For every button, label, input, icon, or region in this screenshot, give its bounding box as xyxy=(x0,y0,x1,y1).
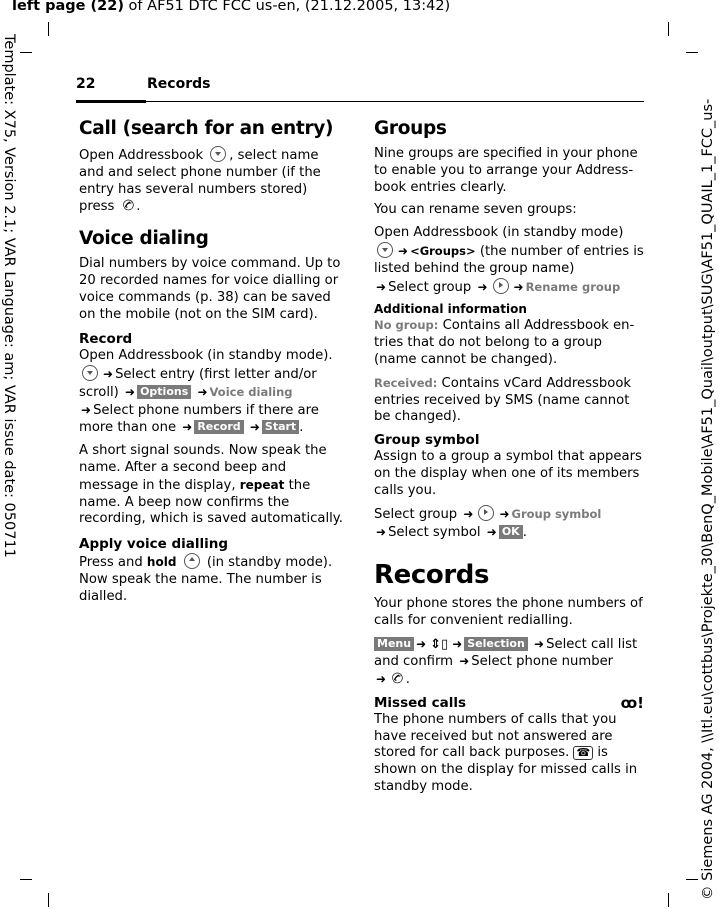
left-margin-text: Template: X75, Version 2.1; VAR Language: am; VAR issue date: 050711 xyxy=(1,34,17,558)
network-dependent-icon: ꝏ! xyxy=(620,693,644,712)
repeat-keyword: repeat xyxy=(239,477,285,492)
additional-info-heading: Additional information xyxy=(374,302,527,317)
symbol-step-1: Select group xyxy=(374,507,458,523)
symbol-step-2: Select symbol xyxy=(388,525,481,541)
groups-text-1: Nine groups are specified in your phone to enable you to arrange your Address-book entries clearly. xyxy=(374,146,638,195)
nav-right-icon xyxy=(493,278,509,294)
arrow-icon: ➜ xyxy=(103,366,114,381)
call-text-3: . xyxy=(136,199,141,215)
arrow-icon: ➜ xyxy=(376,279,387,294)
call-key-icon: ✆ xyxy=(119,196,136,216)
arrow-icon: ➜ xyxy=(534,636,545,651)
arrow-icon: ➜ xyxy=(197,384,208,399)
voice-heading: Voice dialing xyxy=(79,228,209,250)
missed-text-2: is shown on the display for missed calls in standby mode. xyxy=(374,745,638,794)
nav-down-icon xyxy=(377,242,393,258)
left-column xyxy=(79,118,346,611)
record-step-2: Select entry (first letter and/or scroll) xyxy=(79,366,317,400)
group-symbol-text: Assign to a group a symbol that appears on the display when one of its members calls you. xyxy=(374,448,642,498)
records-step-2: Select phone number xyxy=(471,654,614,670)
nav-up-icon xyxy=(184,553,200,569)
arrow-icon: ➜ xyxy=(416,636,427,651)
received-desc: Contains vCard Addressbook entries received by SMS (name cannot be changed). xyxy=(374,375,632,425)
arrow-icon: ➜ xyxy=(463,507,474,522)
arrow-icon: ➜ xyxy=(452,636,463,651)
crop-mark xyxy=(686,879,698,880)
call-text-2: , select name and and select phone number (if the entry has several numbers stored) press xyxy=(79,148,321,215)
voice-text: Dial numbers by voice command. Up to 20 recorded names for voice dialling or voice commands (p. 38) can be saved on the mobile (not on the SIM card). xyxy=(79,256,341,322)
file-info: of AF51 DTC FCC us-en, (21.12.2005, 13:42) xyxy=(123,0,451,14)
missed-calls-heading: Missed calls xyxy=(374,694,467,711)
page-number: 22 xyxy=(76,76,96,92)
header-bar xyxy=(76,100,146,103)
arrow-icon: ➜ xyxy=(513,279,524,294)
group-symbol-label: Group symbol xyxy=(511,507,602,522)
crop-mark xyxy=(686,52,698,53)
call-key-icon: ✆ xyxy=(388,669,406,689)
no-group-label: No group: xyxy=(374,318,439,333)
nav-down-icon xyxy=(82,365,98,381)
records-menu-icon: ⇕▯ xyxy=(430,636,449,652)
arrow-icon: ➜ xyxy=(486,525,497,540)
arrow-icon: ➜ xyxy=(125,384,136,399)
options-softkey: Options xyxy=(137,385,191,399)
crop-mark xyxy=(48,893,49,907)
right-margin-text: © Siemens AG 2004, \\Itl.eu\cottbus\Projekte_30\BenQ_Mobile\AF51_Quail\output\SUG\AF51_QUAIL_1_FCC_us- xyxy=(700,98,716,900)
crop-mark xyxy=(48,22,49,36)
record-step-1: Open Addressbook (in standby mode). xyxy=(79,348,333,364)
record-signal-1: A short signal sounds. Now speak the name. After a second beep and message in the display, xyxy=(79,443,327,493)
missed-calls-block xyxy=(374,695,644,712)
groups-step-3: Select group xyxy=(388,279,472,295)
records-steps: Menu ➜ ⇕▯ ➜ Selection ➜ Select call list and confirm ➜ Select phone number ➜ ✆. xyxy=(374,636,638,689)
page-ref: left page (22) xyxy=(12,0,124,14)
apply-text-2: (in standby mode). Now speak the name. The number is dialled. xyxy=(79,554,333,604)
arrow-icon: ➜ xyxy=(398,243,409,258)
section-title: Records xyxy=(147,76,211,92)
groups-step-2: (the number of entries is listed behind the group name) xyxy=(374,243,644,276)
file-info-line xyxy=(12,0,450,14)
crop-mark xyxy=(20,879,32,880)
group-symbol-heading: Group symbol xyxy=(374,432,480,449)
groups-text-2: You can rename seven groups: xyxy=(374,202,577,218)
record-steps: Open Addressbook (in standby mode). ➜ Select entry (first letter and/or scroll) ➜ Options ➜ Voice dialing ➜ Select phone numbers if there are more than one ➜ Record ➜ Start . xyxy=(79,348,333,436)
call-text xyxy=(79,146,346,216)
arrow-icon: ➜ xyxy=(376,525,387,540)
record-signal-2: the name. A beep now confirms the recording, which is saved automatically. xyxy=(79,477,343,527)
arrow-icon: ➜ xyxy=(249,420,260,435)
apply-heading: Apply voice dialling xyxy=(79,536,229,553)
arrow-icon: ➜ xyxy=(499,507,510,522)
records-heading: Records xyxy=(374,559,490,590)
missed-call-icon: ☎ xyxy=(573,746,593,760)
group-symbol-steps: Select group ➜ ➜ Group symbol ➜ Select symbol ➜ OK . xyxy=(374,507,602,541)
records-text-1: Your phone stores the phone numbers of calls for convenient redialling. xyxy=(374,595,643,628)
nav-right-icon xyxy=(478,505,494,521)
record-heading: Record xyxy=(79,331,133,348)
arrow-icon: ➜ xyxy=(81,402,92,417)
selection-softkey: Selection xyxy=(464,637,528,651)
groups-step-1: Open Addressbook (in standby mode) xyxy=(374,225,624,241)
voice-dialing-label: Voice dialing xyxy=(209,384,293,399)
ok-softkey: OK xyxy=(499,525,523,539)
arrow-icon: ➜ xyxy=(477,279,488,294)
received-text xyxy=(374,375,644,426)
received-label: Received: xyxy=(374,375,438,390)
records-step-1: Select call list and confirm xyxy=(374,636,638,670)
rename-group-label: Rename group xyxy=(525,279,621,294)
groups-heading: Groups xyxy=(374,118,447,139)
record-signal-text xyxy=(79,443,346,528)
start-softkey: Start xyxy=(262,420,299,434)
crop-mark xyxy=(668,22,669,36)
header-rule xyxy=(146,101,644,102)
missed-calls-text xyxy=(374,712,644,796)
nav-down-icon xyxy=(210,146,226,162)
record-softkey: Record xyxy=(194,420,243,434)
missed-text-1: The phone numbers of calls that you have received but not answered are stored for call back purposes. xyxy=(374,711,617,761)
groups-label: <Groups> xyxy=(410,243,476,258)
record-step-3: Select phone numbers if there are more than one xyxy=(79,402,319,436)
call-heading: Call (search for an entry) xyxy=(79,118,334,139)
arrow-icon: ➜ xyxy=(376,672,387,687)
arrow-icon: ➜ xyxy=(459,654,470,669)
hold-keyword: hold xyxy=(146,554,177,569)
right-column xyxy=(374,118,644,802)
no-group-text xyxy=(374,317,644,368)
call-text-1: Open Addressbook xyxy=(79,148,204,163)
apply-text-1: Press and xyxy=(79,554,143,570)
crop-mark xyxy=(20,52,32,53)
menu-softkey: Menu xyxy=(374,637,414,651)
no-group-desc: Contains all Addressbook en-tries that do not belong to a group (name cannot be changed). xyxy=(374,318,635,367)
groups-steps xyxy=(374,225,644,296)
apply-text xyxy=(79,553,346,605)
arrow-icon: ➜ xyxy=(182,420,193,435)
crop-mark xyxy=(668,893,669,907)
